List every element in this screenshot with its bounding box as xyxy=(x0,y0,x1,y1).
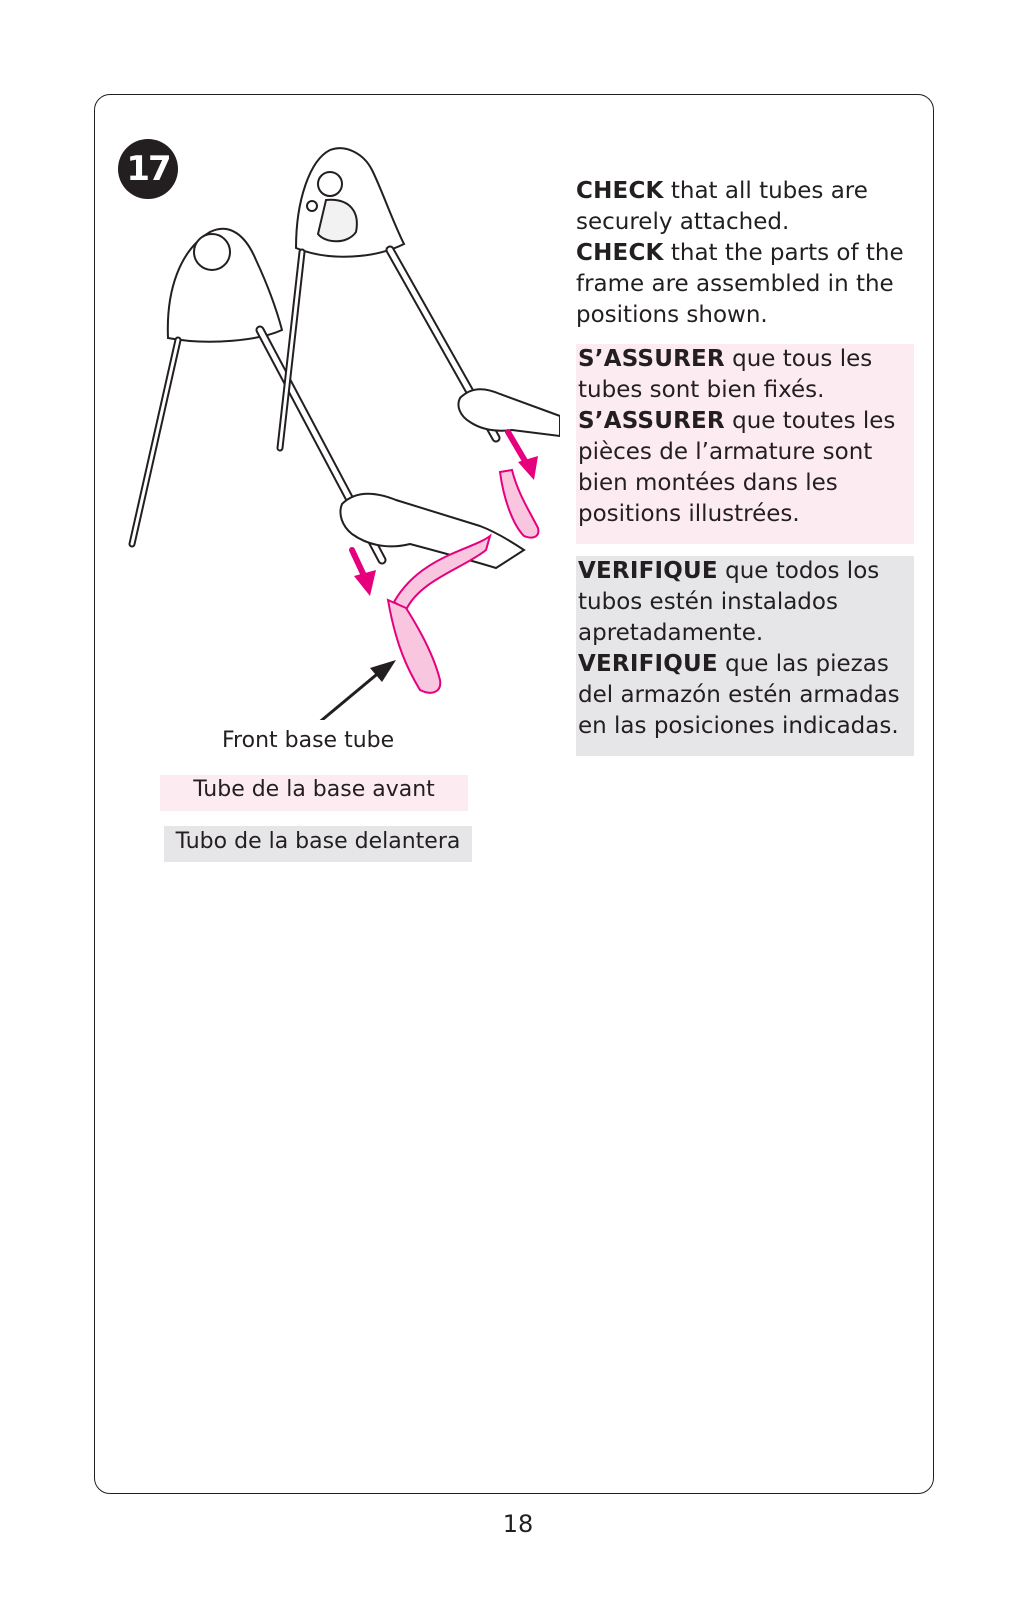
keyword: VERIFIQUE xyxy=(578,558,718,584)
callout-label-fr: Tube de la base avant xyxy=(160,775,468,811)
instruction-en-1 xyxy=(576,176,914,238)
keyword: VERIFIQUE xyxy=(578,651,718,677)
upper-hand xyxy=(458,389,560,436)
instruction-text: que las piezas del armazón estén armadas en las posiciones indicadas. xyxy=(578,651,900,739)
instructions-es xyxy=(576,556,914,756)
left-leg-hub xyxy=(168,229,282,342)
page-number: 18 xyxy=(502,1510,534,1538)
keyword: CHECK xyxy=(576,178,664,204)
instruction-es-2 xyxy=(578,649,910,742)
lower-hand xyxy=(340,494,524,568)
instruction-text: that the parts of the frame are assembled in the positions shown. xyxy=(576,240,904,328)
instructions-fr xyxy=(576,344,914,544)
instruction-fr-1 xyxy=(578,344,910,406)
keyword: S’ASSURER xyxy=(578,346,725,372)
step-number-badge: 17 xyxy=(118,139,178,199)
instruction-text: that all tubes are securely attached. xyxy=(576,178,868,235)
instructions-en xyxy=(576,176,914,331)
instruction-text: que todos los tubos estén instalados apretadamente. xyxy=(578,558,880,646)
instruction-text: que tous les tubes sont bien fixés. xyxy=(578,346,873,403)
instruction-es-1 xyxy=(578,556,910,649)
pink-arrow-left xyxy=(352,550,376,596)
swing-frame-illustration xyxy=(120,140,560,720)
callout-label-es: Tubo de la base delantera xyxy=(164,826,472,862)
right-base-tube-pink xyxy=(500,470,538,538)
callout-arrow xyxy=(310,660,396,720)
instruction-en-2 xyxy=(576,238,914,331)
right-motor-hub xyxy=(296,148,404,256)
callout-label-en: Front base tube xyxy=(222,728,395,753)
instruction-fr-2 xyxy=(578,406,910,530)
instruction-text: que toutes les pièces de l’armature sont bien montées dans les positions illustrées. xyxy=(578,408,896,527)
keyword: S’ASSURER xyxy=(578,408,725,434)
keyword: CHECK xyxy=(576,240,664,266)
